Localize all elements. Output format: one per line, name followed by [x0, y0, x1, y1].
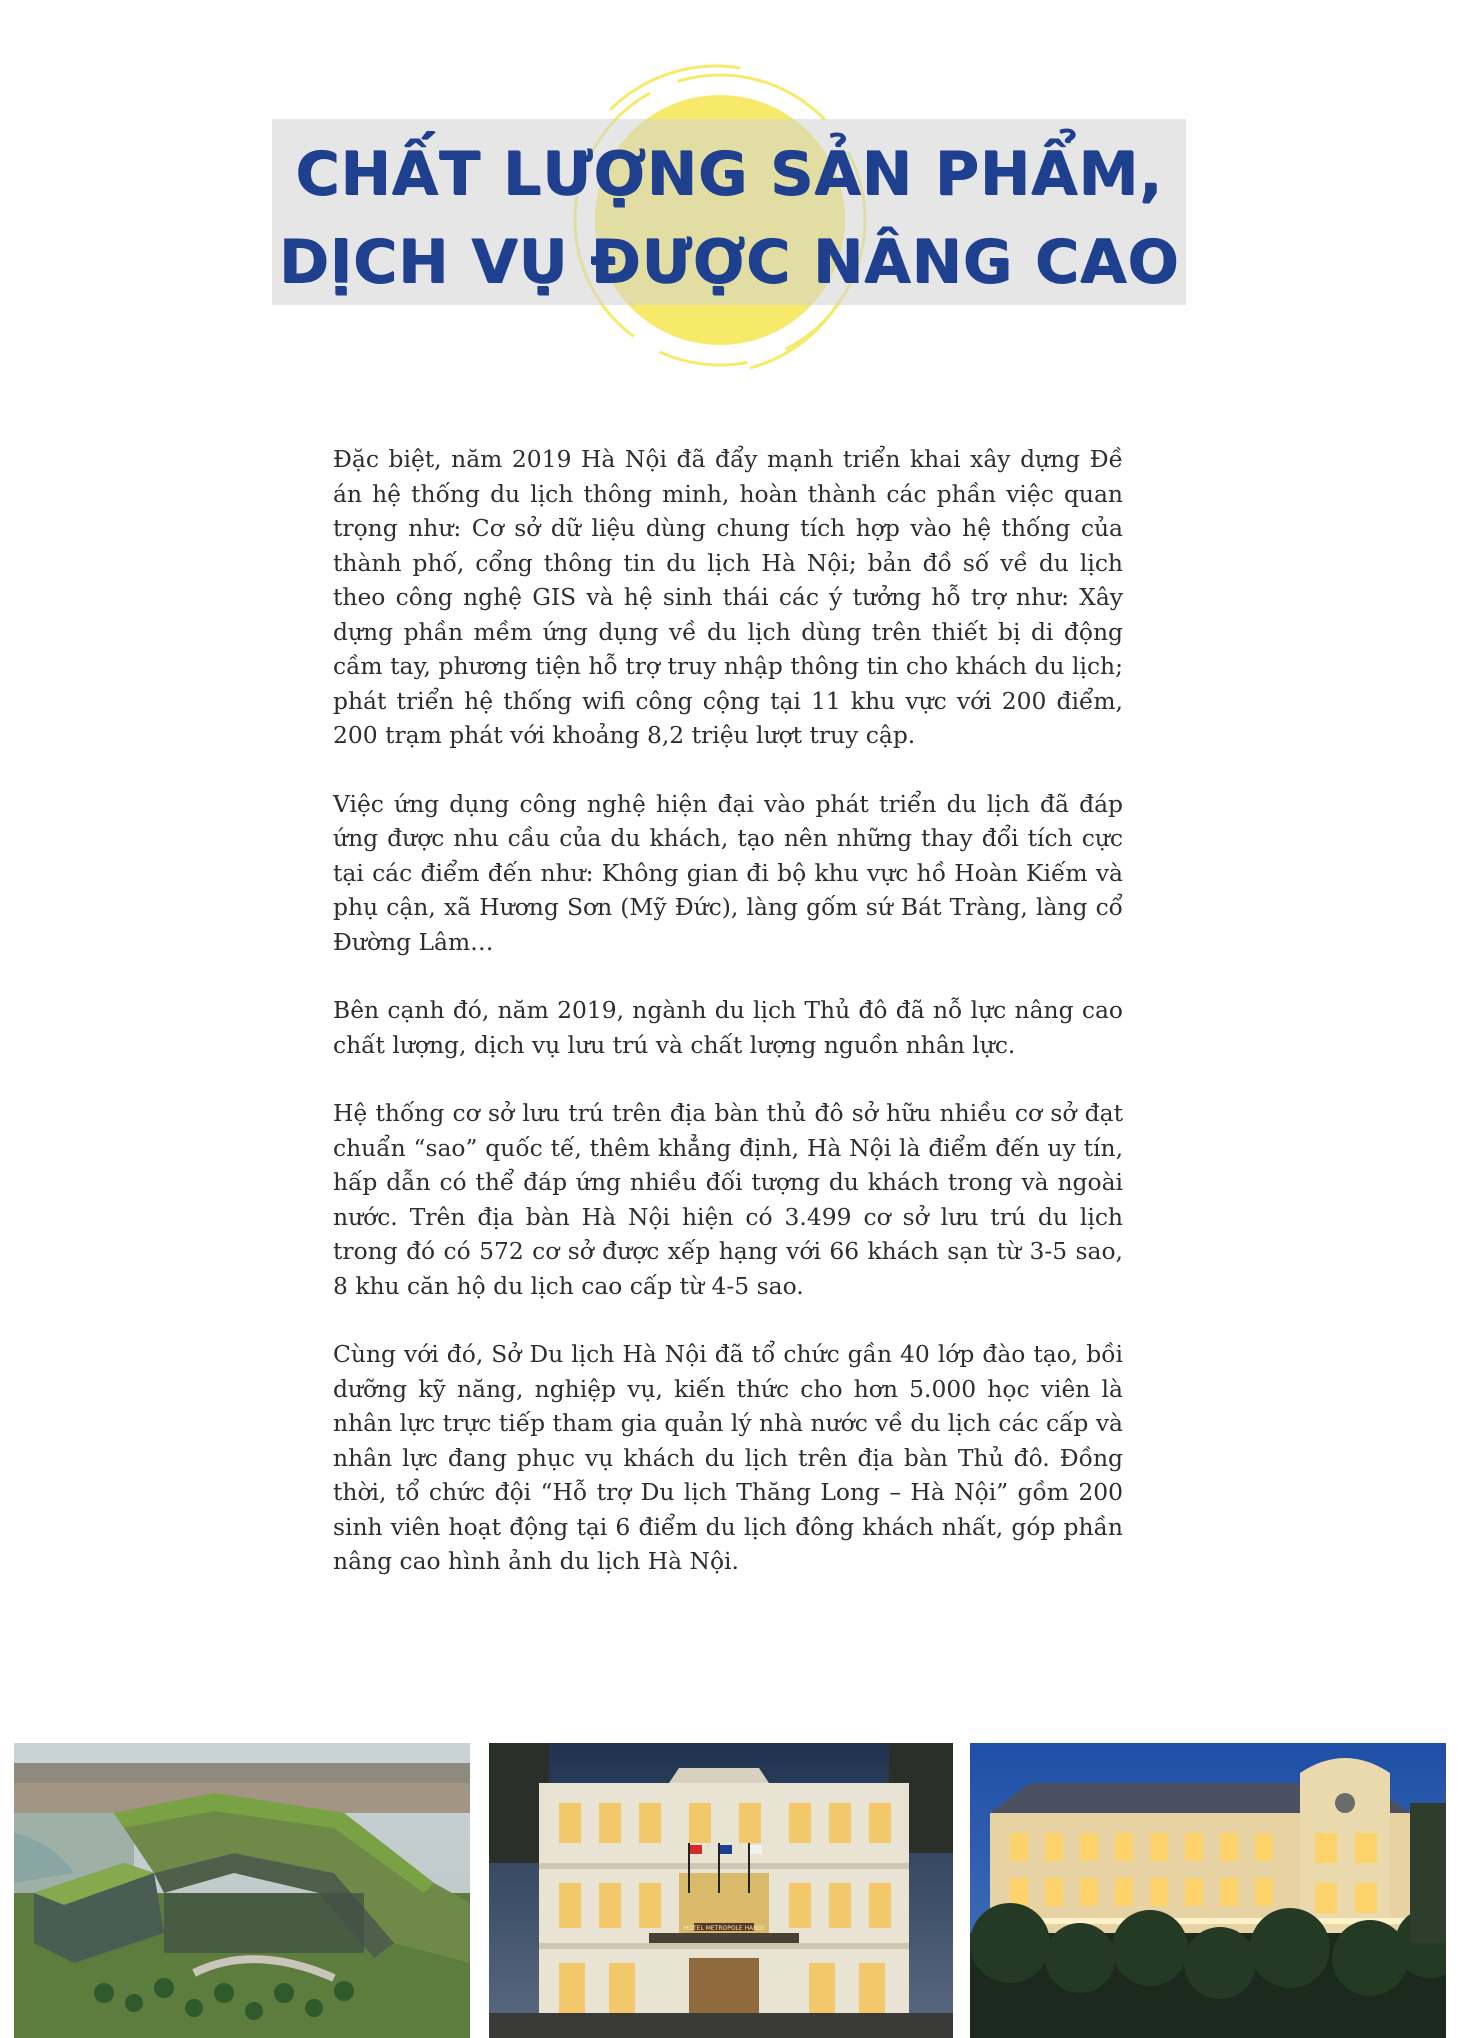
- photo-green-roof-building: [14, 1743, 470, 2038]
- title-line-1: CHẤT LƯỢNG SẢN PHẨM,: [295, 139, 1163, 209]
- hotel-sign-text: HOTEL METROPOLE HANOI: [683, 1925, 765, 1932]
- title-section: [0, 0, 1466, 400]
- title-line-2: DỊCH VỤ ĐƯỢC NÂNG CAO: [278, 227, 1180, 297]
- paragraph-2: Việc ứng dụng công nghệ hiện đại vào phát triển du lịch đã đáp ứng được nhu cầu của du khách, tạo nên những thay đổi tích cực tại các điểm đến như: Không gian đi bộ khu vực hồ Hoàn Kiếm và phụ cận, xã Hương Sơn (Mỹ Đức), làng gốm sứ Bát Tràng, làng cổ Đường Lâm…: [333, 789, 1123, 956]
- photo-strip: [0, 1743, 1466, 2038]
- paragraph-3: Bên cạnh đó, năm 2019, ngành du lịch Thủ đô đã nỗ lực nâng cao chất lượng, dịch vụ lưu trú và chất lượng nguồn nhân lực.: [333, 996, 1123, 1059]
- paragraph-1: Đặc biệt, năm 2019 Hà Nội đã đẩy mạnh triển khai xây dựng Đề án hệ thống du lịch thông minh, hoàn thành các phần việc quan trọng như: Cơ sở dữ liệu dùng chung tích hợp vào hệ thống của thành phố, cổng thông tin du lịch Hà Nội; bản đồ số về du lịch theo công nghệ GIS và hệ sinh thái các ý tưởng hỗ trợ như: Xây dựng phần mềm ứng dụng về du lịch dùng trên thiết bị di động cầm tay, phương tiện hỗ trợ truy nhập thông tin cho khách du lịch; phát triển hệ thống wifi công cộng tại 11 khu vực với 200 điểm, 200 trạm phát với khoảng 8,2 triệu lượt truy cập.: [333, 445, 1123, 749]
- photo-metropole-hotel: [489, 1743, 953, 2038]
- paragraph-4: Hệ thống cơ sở lưu trú trên địa bàn thủ đô sở hữu nhiều cơ sở đạt chuẩn “sao” quốc tế, thêm khẳng định, Hà Nội là điểm đến uy tín, hấp dẫn có thể đáp ứng nhiều đối tượng du khách trong và ngoài nước. Trên địa bàn Hà Nội hiện có 3.499 cơ sở lưu trú du lịch trong đó có 572 cơ sở được xếp hạng với 66 khách sạn từ 3-5 sao, 8 khu căn hộ du lịch cao cấp từ 4-5 sao.: [333, 1099, 1123, 1300]
- paragraph-5: Cùng với đó, Sở Du lịch Hà Nội đã tổ chức gần 40 lớp đào tạo, bồi dưỡng kỹ năng, nghiệp vụ, kiến thức cho hơn 5.000 học viên là nhân lực trực tiếp tham gia quản lý nhà nước về du lịch các cấp và nhân lực đang phục vụ khách du lịch trên địa bàn Thủ đô. Đồng thời, tổ chức đội “Hỗ trợ Du lịch Thăng Long – Hà Nội” gồm 200 sinh viên hoạt động tại 6 điểm du lịch đông khách nhất, góp phần nâng cao hình ảnh du lịch Hà Nội.: [333, 1340, 1123, 1575]
- page-title: [272, 130, 1186, 306]
- article-body: [333, 442, 1123, 1613]
- photo-grand-hotel-night: [970, 1743, 1446, 2038]
